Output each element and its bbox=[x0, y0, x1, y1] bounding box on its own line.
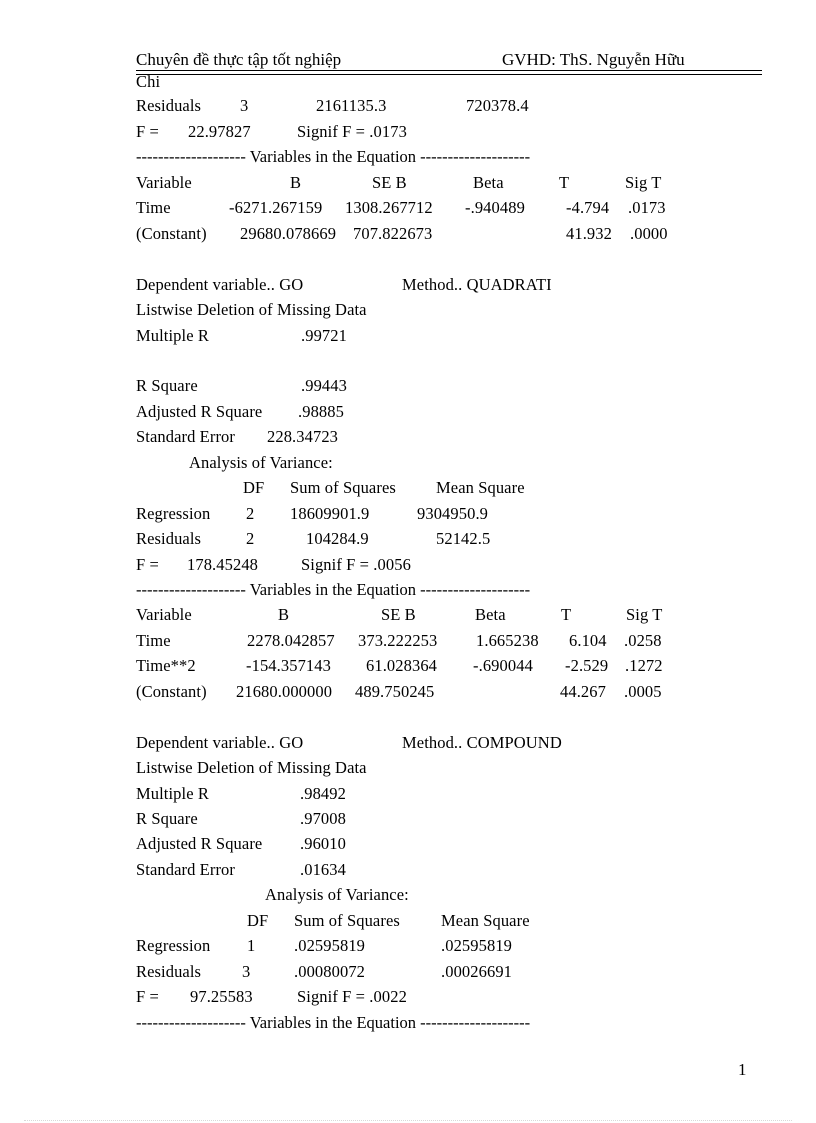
row-t: -2.529 bbox=[565, 656, 609, 675]
adjusted-r-square-value: .98885 bbox=[298, 402, 344, 421]
method: Method.. QUADRATI bbox=[402, 275, 552, 294]
standard-error-value: .01634 bbox=[300, 860, 346, 879]
anova-row-ms: 9304950.9 bbox=[417, 504, 489, 523]
residuals-ss: 2161135.3 bbox=[316, 96, 387, 115]
residuals-label: Residuals bbox=[136, 96, 202, 115]
adjusted-r-square-value: .96010 bbox=[300, 834, 346, 853]
anova-row-label: Regression bbox=[136, 936, 211, 955]
anova-row-ss: .00080072 bbox=[294, 962, 366, 981]
f-value: 22.97827 bbox=[188, 122, 251, 141]
r-square-label: R Square bbox=[136, 376, 198, 395]
row-variable: Time**2 bbox=[136, 656, 196, 675]
f-value: 178.45248 bbox=[187, 555, 259, 574]
anova-row-df: 1 bbox=[247, 936, 256, 955]
variables-divider: -------------------- Variables in the Equation -------------------- bbox=[136, 147, 531, 166]
row-variable: (Constant) bbox=[136, 682, 207, 701]
anova-row-ms: 52142.5 bbox=[436, 529, 491, 548]
row-beta: 1.665238 bbox=[476, 631, 539, 650]
residuals-df: 3 bbox=[240, 96, 249, 115]
f-label: F = bbox=[136, 122, 159, 141]
row-sig-t: .0005 bbox=[624, 682, 662, 701]
anova-title: Analysis of Variance: bbox=[189, 453, 333, 472]
row-t: -4.794 bbox=[566, 198, 610, 217]
col-beta: Beta bbox=[475, 605, 506, 624]
row-b: 29680.078669 bbox=[240, 224, 337, 243]
col-b: B bbox=[290, 173, 302, 192]
anova-row-df: 2 bbox=[246, 529, 255, 548]
row-sig-t: .1272 bbox=[625, 656, 663, 675]
col-sig-t: Sig T bbox=[625, 173, 662, 192]
dependent-variable: Dependent variable.. GO bbox=[136, 733, 304, 752]
f-value: 97.25583 bbox=[190, 987, 253, 1006]
col-t: T bbox=[559, 173, 570, 192]
f-label: F = bbox=[136, 555, 159, 574]
standard-error-value: 228.34723 bbox=[267, 427, 339, 446]
anova-row-ss: .02595819 bbox=[294, 936, 366, 955]
anova-col-df: DF bbox=[247, 911, 269, 930]
listwise-deletion: Listwise Deletion of Missing Data bbox=[136, 300, 367, 319]
anova-row-label: Residuals bbox=[136, 529, 202, 548]
row-beta: -.940489 bbox=[465, 198, 525, 217]
multiple-r-label: Multiple R bbox=[136, 784, 209, 803]
anova-row-ss: 104284.9 bbox=[306, 529, 369, 548]
row-beta: -.690044 bbox=[473, 656, 533, 675]
method: Method.. COMPOUND bbox=[402, 733, 562, 752]
row-b: -6271.267159 bbox=[229, 198, 323, 217]
col-variable: Variable bbox=[136, 173, 192, 192]
anova-row-ms: .02595819 bbox=[441, 936, 513, 955]
col-se-b: SE B bbox=[381, 605, 416, 624]
header-rule-thin bbox=[136, 74, 762, 75]
standard-error-label: Standard Error bbox=[136, 860, 235, 879]
r-square-label: R Square bbox=[136, 809, 198, 828]
anova-title: Analysis of Variance: bbox=[265, 885, 409, 904]
row-variable: Time bbox=[136, 631, 171, 650]
col-variable: Variable bbox=[136, 605, 192, 624]
signif-f: Signif F = .0173 bbox=[297, 122, 407, 141]
row-b: 2278.042857 bbox=[247, 631, 335, 650]
col-t: T bbox=[561, 605, 572, 624]
signif-f: Signif F = .0022 bbox=[297, 987, 407, 1006]
adjusted-r-square-label: Adjusted R Square bbox=[136, 834, 263, 853]
row-se-b: 1308.267712 bbox=[345, 198, 433, 217]
page-number: 1 bbox=[738, 1060, 747, 1079]
anova-col-ms: Mean Square bbox=[436, 478, 525, 497]
standard-error-label: Standard Error bbox=[136, 427, 235, 446]
row-se-b: 373.222253 bbox=[358, 631, 438, 650]
row-t: 41.932 bbox=[566, 224, 612, 243]
listwise-deletion: Listwise Deletion of Missing Data bbox=[136, 758, 367, 777]
anova-row-label: Residuals bbox=[136, 962, 202, 981]
multiple-r-label: Multiple R bbox=[136, 326, 209, 345]
anova-row-label: Regression bbox=[136, 504, 211, 523]
anova-row-ss: 18609901.9 bbox=[290, 504, 370, 523]
row-se-b: 707.822673 bbox=[353, 224, 433, 243]
dependent-variable: Dependent variable.. GO bbox=[136, 275, 304, 294]
r-square-value: .99443 bbox=[301, 376, 347, 395]
header-title: Chuyên đề thực tập tốt nghiệp bbox=[136, 50, 342, 69]
row-variable: (Constant) bbox=[136, 224, 207, 243]
row-sig-t: .0000 bbox=[630, 224, 668, 243]
anova-row-ms: .00026691 bbox=[441, 962, 513, 981]
row-t: 44.267 bbox=[560, 682, 606, 701]
col-sig-t: Sig T bbox=[626, 605, 663, 624]
anova-row-df: 2 bbox=[246, 504, 255, 523]
anova-col-ms: Mean Square bbox=[441, 911, 530, 930]
header-continuation: Chi bbox=[136, 72, 161, 91]
multiple-r-value: .98492 bbox=[300, 784, 346, 803]
col-se-b: SE B bbox=[372, 173, 407, 192]
page-bottom-border bbox=[24, 1120, 792, 1121]
signif-f: Signif F = .0056 bbox=[301, 555, 411, 574]
variables-divider: -------------------- Variables in the Equation -------------------- bbox=[136, 580, 531, 599]
header-rule bbox=[136, 70, 762, 71]
row-se-b: 489.750245 bbox=[355, 682, 435, 701]
anova-col-df: DF bbox=[243, 478, 265, 497]
row-sig-t: .0173 bbox=[628, 198, 666, 217]
r-square-value: .97008 bbox=[300, 809, 346, 828]
variables-divider: -------------------- Variables in the Equation -------------------- bbox=[136, 1013, 531, 1032]
adjusted-r-square-label: Adjusted R Square bbox=[136, 402, 263, 421]
row-b: 21680.000000 bbox=[236, 682, 333, 701]
f-label: F = bbox=[136, 987, 159, 1006]
anova-col-ss: Sum of Squares bbox=[294, 911, 400, 930]
col-b: B bbox=[278, 605, 290, 624]
row-b: -154.357143 bbox=[246, 656, 331, 675]
col-beta: Beta bbox=[473, 173, 504, 192]
residuals-ms: 720378.4 bbox=[466, 96, 529, 115]
multiple-r-value: .99721 bbox=[301, 326, 347, 345]
anova-col-ss: Sum of Squares bbox=[290, 478, 396, 497]
header-supervisor: GVHD: ThS. Nguyễn Hữu bbox=[502, 50, 685, 69]
anova-row-df: 3 bbox=[242, 962, 251, 981]
row-variable: Time bbox=[136, 198, 171, 217]
row-sig-t: .0258 bbox=[624, 631, 662, 650]
row-se-b: 61.028364 bbox=[366, 656, 438, 675]
row-t: 6.104 bbox=[569, 631, 607, 650]
